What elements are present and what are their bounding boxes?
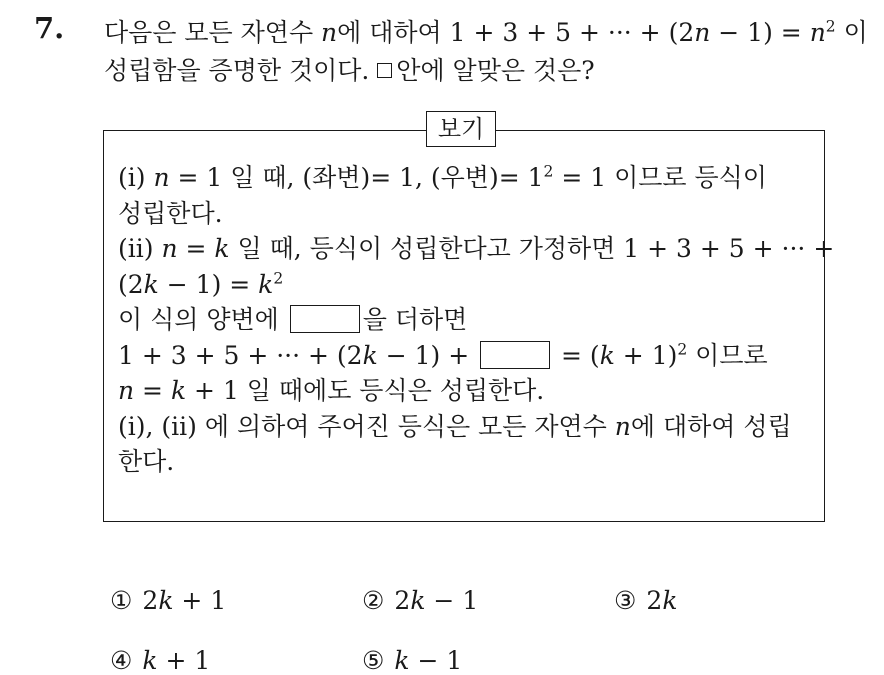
- choice-variable: k: [394, 646, 410, 675]
- stem-text: 에 대하여 1 + 3 + 5 + ··· + (2: [337, 18, 695, 47]
- proof-variable: k: [143, 269, 159, 299]
- proof-exponent: 2: [543, 162, 554, 181]
- proof-variable: k: [170, 376, 187, 405]
- proof-line: [118, 267, 818, 303]
- proof-variable: k: [599, 340, 615, 370]
- choice-variable: k: [662, 586, 678, 615]
- answer-blank-2: [480, 341, 550, 369]
- stem-text: 이: [835, 18, 868, 47]
- stem-variable: n: [694, 18, 711, 47]
- proof-text: 에 대하여 성립: [630, 411, 792, 441]
- proof-line: [118, 444, 818, 480]
- proof-line: [118, 160, 818, 196]
- proof-text: = (: [553, 340, 600, 370]
- proof-text: − 1) =: [158, 269, 259, 299]
- choice-2[interactable]: [362, 586, 478, 615]
- stem-line-2: [104, 52, 874, 90]
- choice-variable: k: [410, 586, 426, 615]
- proof-line: [118, 373, 818, 409]
- choice-text: 2: [646, 586, 663, 615]
- choice-5[interactable]: [362, 646, 462, 675]
- proof-variable: n: [614, 411, 631, 441]
- stem-text: 다음은 모든 자연수: [104, 18, 322, 47]
- proof-text: (i): [118, 163, 154, 192]
- choice-3[interactable]: [614, 586, 677, 615]
- blank-box-symbol: [377, 63, 392, 78]
- proof-text: =: [134, 376, 171, 405]
- stem-text: − 1) =: [710, 18, 810, 47]
- proof-text: (i), (ii) 에 의하여 주어진 등식은 모든 자연수: [118, 411, 615, 441]
- stem-variable: n: [809, 18, 826, 47]
- proof-text: = 1 일 때, (좌변)= 1, (우변)= 1: [169, 163, 544, 192]
- choice-text: + 1: [157, 646, 211, 675]
- proof-text: 일 때, 등식이 성립한다고 가정하면 1 + 3 + 5 + ··· +: [229, 234, 835, 263]
- proof-variable: k: [258, 269, 274, 299]
- proof-variable: n: [161, 234, 178, 263]
- choice-mark: ③: [614, 586, 637, 615]
- choice-text: − 1: [425, 586, 479, 615]
- proof-text: + 1): [614, 340, 678, 370]
- choice-4[interactable]: [110, 646, 210, 675]
- proof-text: 이 식의 양변에: [118, 305, 287, 334]
- proof-line: [118, 231, 835, 267]
- proof-text: 이므로: [687, 340, 768, 370]
- choice-variable: k: [142, 646, 158, 675]
- choice-text: 2: [142, 586, 159, 615]
- choice-text: − 1: [409, 646, 463, 675]
- bogi-proof: [118, 160, 835, 480]
- stem-text: 성립함을 증명한 것이다.: [104, 56, 378, 85]
- answer-blank-1: [290, 305, 360, 333]
- proof-text: − 1) +: [377, 340, 478, 370]
- proof-text: + 1 일 때에도 등식은 성립한다.: [186, 376, 545, 405]
- choice-mark: ②: [362, 586, 385, 615]
- proof-exponent: 2: [273, 268, 284, 287]
- stem-text: 안에 알맞은 것은?: [396, 56, 595, 85]
- proof-line: [118, 302, 818, 338]
- proof-text: 1 + 3 + 5 + ··· + (2: [118, 340, 363, 370]
- bogi-label: 보기: [426, 111, 496, 147]
- stem-line-1: [104, 14, 874, 52]
- stem-exponent: 2: [825, 17, 836, 36]
- choice-1[interactable]: [110, 586, 226, 615]
- choice-text: + 1: [173, 586, 227, 615]
- proof-text: 성립한다.: [118, 198, 223, 228]
- choice-variable: k: [158, 586, 174, 615]
- proof-variable: k: [362, 340, 378, 370]
- proof-text: (2: [118, 269, 144, 299]
- proof-variable: k: [214, 234, 230, 263]
- choice-mark: ④: [110, 646, 133, 675]
- stem-variable: n: [321, 18, 338, 47]
- proof-text: =: [177, 234, 215, 263]
- proof-line: [118, 409, 818, 445]
- choice-mark: ①: [110, 586, 133, 615]
- choice-text: 2: [394, 586, 411, 615]
- proof-exponent: 2: [677, 339, 688, 358]
- proof-variable: n: [153, 163, 170, 192]
- proof-text: 한다.: [118, 447, 175, 476]
- proof-line: [118, 338, 818, 374]
- proof-text: = 1 이므로 등식이: [553, 163, 767, 192]
- proof-text: 을 더하면: [362, 305, 468, 334]
- question-number: 7.: [34, 11, 65, 45]
- proof-variable: n: [118, 376, 135, 405]
- proof-text: (ii): [118, 234, 162, 263]
- question-stem: [104, 14, 874, 90]
- choice-mark: ⑤: [362, 646, 385, 675]
- proof-line: [118, 196, 818, 232]
